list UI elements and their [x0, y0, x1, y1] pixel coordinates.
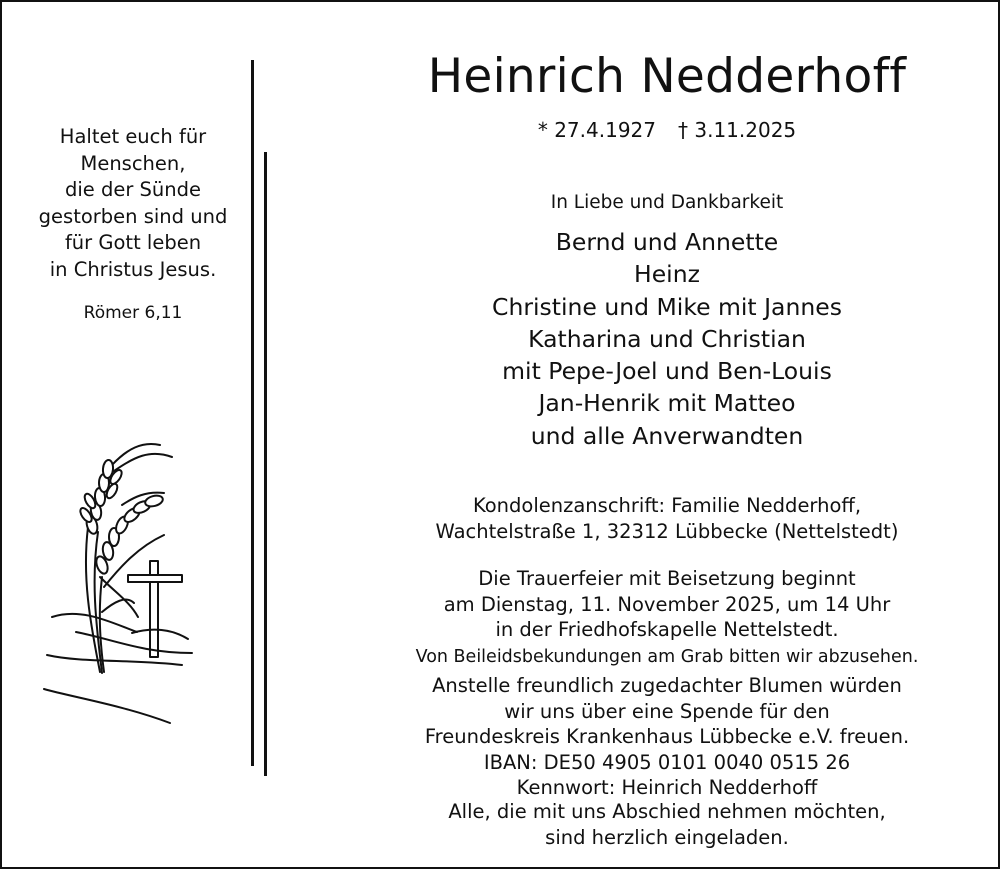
life-dates: [342, 116, 992, 144]
wheat-and-cross-icon: [42, 427, 222, 727]
funeral-service-info: [342, 566, 992, 643]
verse-line: Menschen,: [80, 151, 186, 175]
closing-invitation: [342, 799, 992, 850]
service-line: in der Friedhofskapelle Nettelstedt.: [495, 618, 839, 641]
birth-date: * 27.4.1927: [537, 118, 656, 142]
service-line: Die Trauerfeier mit Beisetzung beginnt: [478, 567, 856, 590]
verse-reference: Römer 6,11: [83, 303, 183, 323]
verse-line: für Gott leben: [64, 231, 202, 254]
bible-verse: [22, 124, 244, 283]
donation-line: wir uns über eine Spende für den: [504, 699, 830, 723]
death-date: † 3.11.2025: [678, 118, 797, 142]
mourner-line: Katharina und Christian: [528, 324, 806, 353]
divider-line: [264, 152, 267, 776]
verse-line: die der Sünde: [64, 178, 202, 201]
mourner-line: und alle Anverwandten: [530, 421, 804, 450]
verse-line: Haltet euch für: [59, 125, 207, 148]
condolence-note-text: Von Beileidsbekundungen am Grab bitten wir abzusehen.: [415, 647, 919, 667]
condolence-note: [342, 645, 992, 671]
closing-line: sind herzlich eingeladen.: [545, 825, 789, 849]
mourner-line: Christine und Mike mit Jannes: [492, 292, 842, 321]
donation-line: Anstelle freundlich zugedachter Blumen würden: [432, 674, 902, 697]
verse-line: in Christus Jesus.: [49, 257, 217, 281]
verse-line: gestorben sind und: [38, 204, 228, 228]
donation-line: Freundeskreis Krankenhaus Lübbecke e.V. freuen.: [424, 725, 910, 748]
deceased-name: Heinrich Nedderhoff: [427, 49, 907, 104]
mourner-line: Bernd und Annette: [555, 228, 779, 256]
donation-line: Kennwort: Heinrich Nedderhoff: [516, 776, 818, 799]
donation-line: IBAN: DE50 4905 0101 0040 0515 26: [483, 750, 851, 774]
address-line: Wachtelstraße 1, 32312 Lübbecke (Nettelstedt): [435, 519, 899, 543]
donation-info: [342, 673, 992, 801]
mourner-line: mit Pepe-Joel und Ben-Louis: [502, 357, 832, 386]
mourner-line: Jan-Henrik mit Matteo: [538, 389, 796, 418]
address-line: Kondolenzanschrift: Familie Nedderhoff,: [472, 494, 862, 517]
condolence-address: [342, 493, 992, 544]
mourning-intro: In Liebe und Dankbarkeit: [550, 192, 784, 213]
divider-line: [251, 60, 254, 766]
mourner-line: Heinz: [634, 260, 700, 289]
mourners-list: [342, 226, 992, 452]
service-line: am Dienstag, 11. November 2025, um 14 Uhr: [443, 592, 891, 616]
closing-line: Alle, die mit uns Abschied nehmen möchten,: [448, 800, 886, 823]
bible-verse-block: [22, 124, 244, 323]
